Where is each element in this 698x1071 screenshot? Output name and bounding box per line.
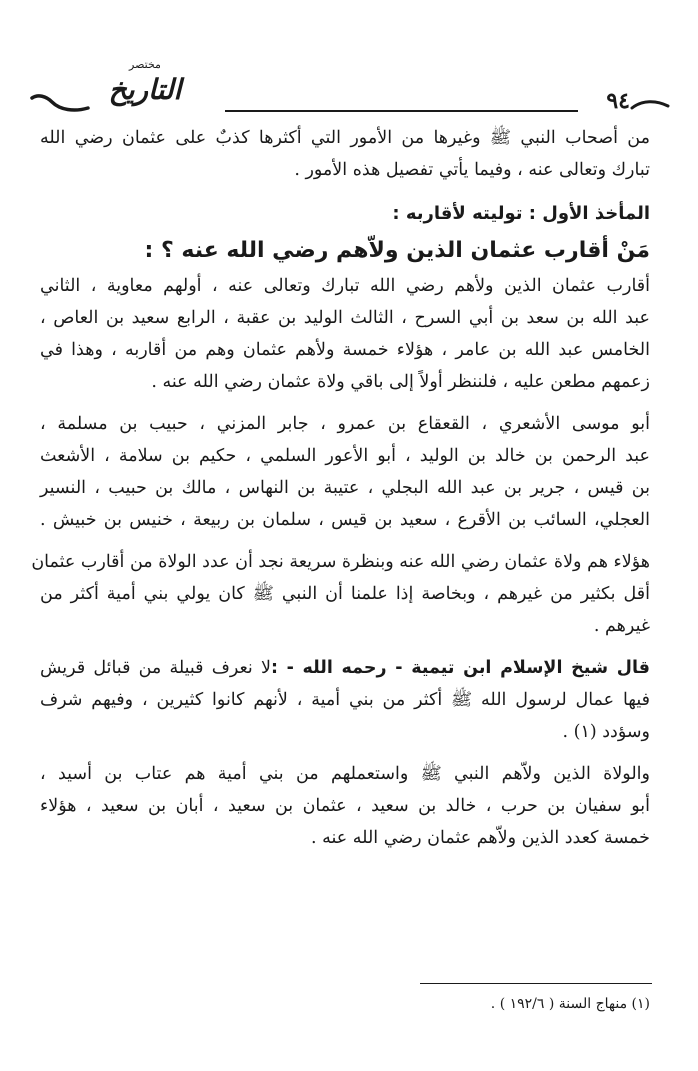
section-heading: المأخذ الأول : توليته لأقاربه : bbox=[392, 203, 650, 224]
header-rule bbox=[225, 110, 578, 112]
para2-line-3: بن قيس ، جرير بن عبد الله البجلي ، عتيبة بن النهاس ، مالك بن حبيب ، النسير bbox=[40, 478, 650, 498]
para1-line-4: زعمهم مطعن عليه ، فلننظر أولاً إلى باقي ولاة عثمان رضي الله عنه . bbox=[151, 372, 650, 392]
book-title-main: التاريخ bbox=[108, 73, 182, 106]
quote-line-3: وسؤدد (١) . bbox=[562, 722, 650, 742]
right-ornament-icon bbox=[630, 98, 670, 112]
book-title-prefix: مختصر bbox=[129, 58, 161, 71]
para2-line-2: عبد الرحمن بن خالد بن الوليد ، أبو الأعور السلمي ، حكيم بن سلامة ، الأشعث bbox=[40, 446, 650, 466]
footnote-rule bbox=[420, 983, 652, 984]
para1-line-1: أقارب عثمان الذين ولأهم رضي الله تبارك وتعالى عنه ، أولهم معاوية ، الثاني bbox=[40, 276, 650, 296]
page-content bbox=[31, 122, 650, 854]
para4-line-2: أبو سفيان بن حرب ، خالد بن سعيد ، عثمان بن سعيد ، أبان بن سعيد ، هؤلاء bbox=[40, 796, 650, 816]
quote-line-1-text: لا نعرف قبيلة من قبائل قريش bbox=[40, 658, 271, 678]
para1-line-2: عبد الله بن سعد بن أبي السرح ، الثالث الوليد بن عقبة ، الرابع سعيد بن العاص ، bbox=[40, 308, 650, 328]
para4-line-3: خمسة كعدد الذين ولاّهم عثمان رضي الله عنه . bbox=[310, 828, 650, 848]
left-ornament-icon bbox=[30, 88, 90, 114]
para3-line-1: هؤلاء هم ولاة عثمان رضي الله عنه وبنظرة سريعة نجد أن عدد الولاة من أقارب عثمان bbox=[31, 552, 650, 572]
quote-attribution: قال شيخ الإسلام ابن تيمية - رحمه الله - : bbox=[270, 658, 650, 678]
page-header bbox=[30, 58, 670, 122]
intro-line-2: تبارك وتعالى عنه ، وفيما يأتي تفصيل هذه الأمور . bbox=[294, 160, 650, 180]
page-number: ٩٤ bbox=[606, 88, 630, 114]
para3-line-2: أقل بكثير من غيرهم ، وبخاصة إذا علمنا أن النبي ﷺ كان يولي بني أمية أكثر من bbox=[40, 584, 650, 604]
para1-line-3: الخامس عبد الله بن عامر ، هؤلاء خمسة ولأهم عثمان وهم من أقاربه ، وهذا في bbox=[40, 340, 650, 360]
intro-line-1: من أصحاب النبي ﷺ وغيرها من الأمور التي أكثرها كذبٌ على عثمان رضي الله bbox=[40, 128, 650, 148]
para4-line-1: والولاة الذين ولاّهم النبي ﷺ واستعملهم من بني أمية هم عتاب بن أسيد ، bbox=[40, 764, 650, 784]
para3-line-3: غيرهم . bbox=[593, 616, 650, 636]
quote-line-1 bbox=[40, 652, 650, 684]
section-subheading: مَنْ أقارب عثمان الذين ولاّهم رضي الله عنه ؟ : bbox=[144, 238, 650, 263]
quote-line-2: فيها عمال لرسول الله ﷺ أكثر من بني أمية ، لأنهم كانوا كثيرين ، وفيهم شرف bbox=[40, 690, 650, 710]
para2-line-4: العجلي، السائب بن الأقرع ، سعيد بن قيس ، سلمان بن ربيعة ، خنيس بن خبيش . bbox=[40, 510, 650, 530]
para2-line-1: أبو موسى الأشعري ، القعقاع بن عمرو ، جابر المزني ، حبيب بن مسلمة ، bbox=[40, 414, 650, 434]
footnote: (١) منهاج السنة ( ١٩٢/٦ ) . bbox=[490, 996, 650, 1012]
